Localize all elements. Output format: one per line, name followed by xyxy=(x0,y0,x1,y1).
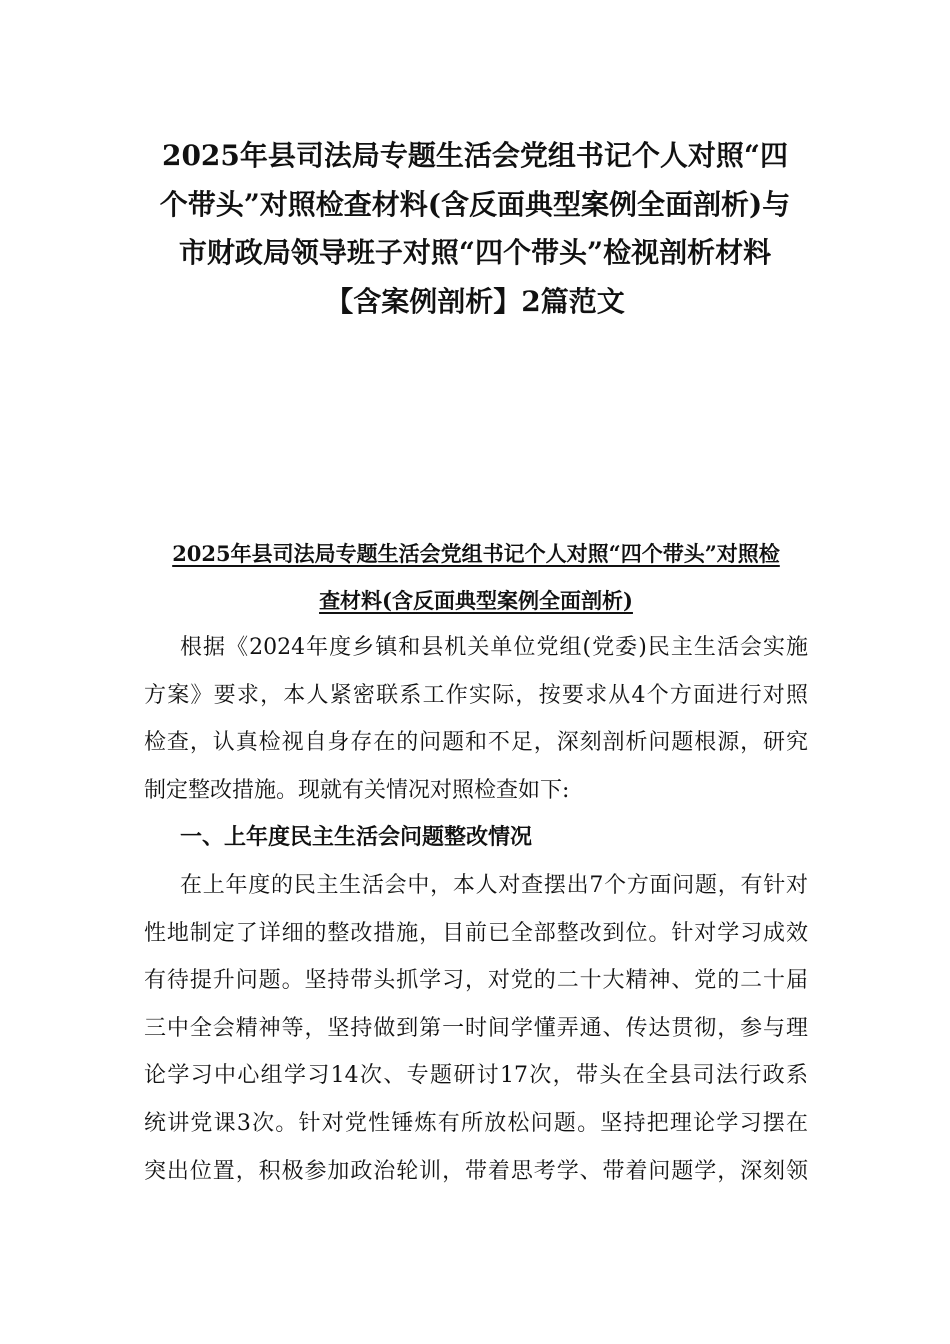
paragraph-line: 三中全会精神等，坚持做到第一时间学懂弄通、传达贯彻，参与理 xyxy=(144,1015,808,1041)
intro-line: 根据《2024年度乡镇和县机关单位党组(党委)民主生活会实施 xyxy=(180,635,808,660)
title-line: 2025年县司法局专题生活会党组书记个人对照“四 xyxy=(161,139,789,172)
paragraph-line: 在上年度的民主生活会中，本人对查摆出7个方面问题，有针对 xyxy=(180,872,808,898)
paragraph-line: 有待提升问题。坚持带头抓学习，对党的二十大精神、党的二十届 xyxy=(144,968,808,994)
intro-line: 检查，认真检视自身存在的问题和不足，深刻剖析问题根源，研究 xyxy=(144,730,808,756)
title-line: 【含案例剖析】2篇范文 xyxy=(325,284,625,318)
paragraph-line: 统讲党课3次。针对党性锤炼有所放松问题。坚持把理论学习摆在 xyxy=(144,1110,808,1136)
intro-line: 方案》要求，本人紧密联系工作实际，按要求从4个方面进行对照 xyxy=(144,682,808,708)
document-title xyxy=(150,132,800,326)
intro-line: 制定整改措施。现就有关情况对照检查如下: xyxy=(144,777,570,803)
title-line: 市财政局领导班子对照“四个带头”检视剖析材料 xyxy=(178,236,772,269)
document-body xyxy=(144,624,808,1195)
section-title-line: 查材料(含反面典型案例全面剖析) xyxy=(319,588,633,613)
paragraph-line: 性地制定了详细的整改措施，目前已全部整改到位。针对学习成效 xyxy=(144,920,808,946)
section-title-line: 2025年县司法局专题生活会党组书记个人对照“四个带头”对照检 xyxy=(172,541,780,566)
section-title xyxy=(144,530,808,624)
paragraph-line: 论学习中心组学习14次、专题研讨17次，带头在全县司法行政系 xyxy=(144,1063,808,1089)
section-heading: 一、上年度民主生活会问题整改情况 xyxy=(180,824,533,851)
title-line: 个带头”对照检查材料(含反面典型案例全面剖析)与 xyxy=(159,187,791,221)
paragraph-line: 突出位置，积极参加政治轮训，带着思考学、带着问题学，深刻领 xyxy=(144,1158,808,1184)
